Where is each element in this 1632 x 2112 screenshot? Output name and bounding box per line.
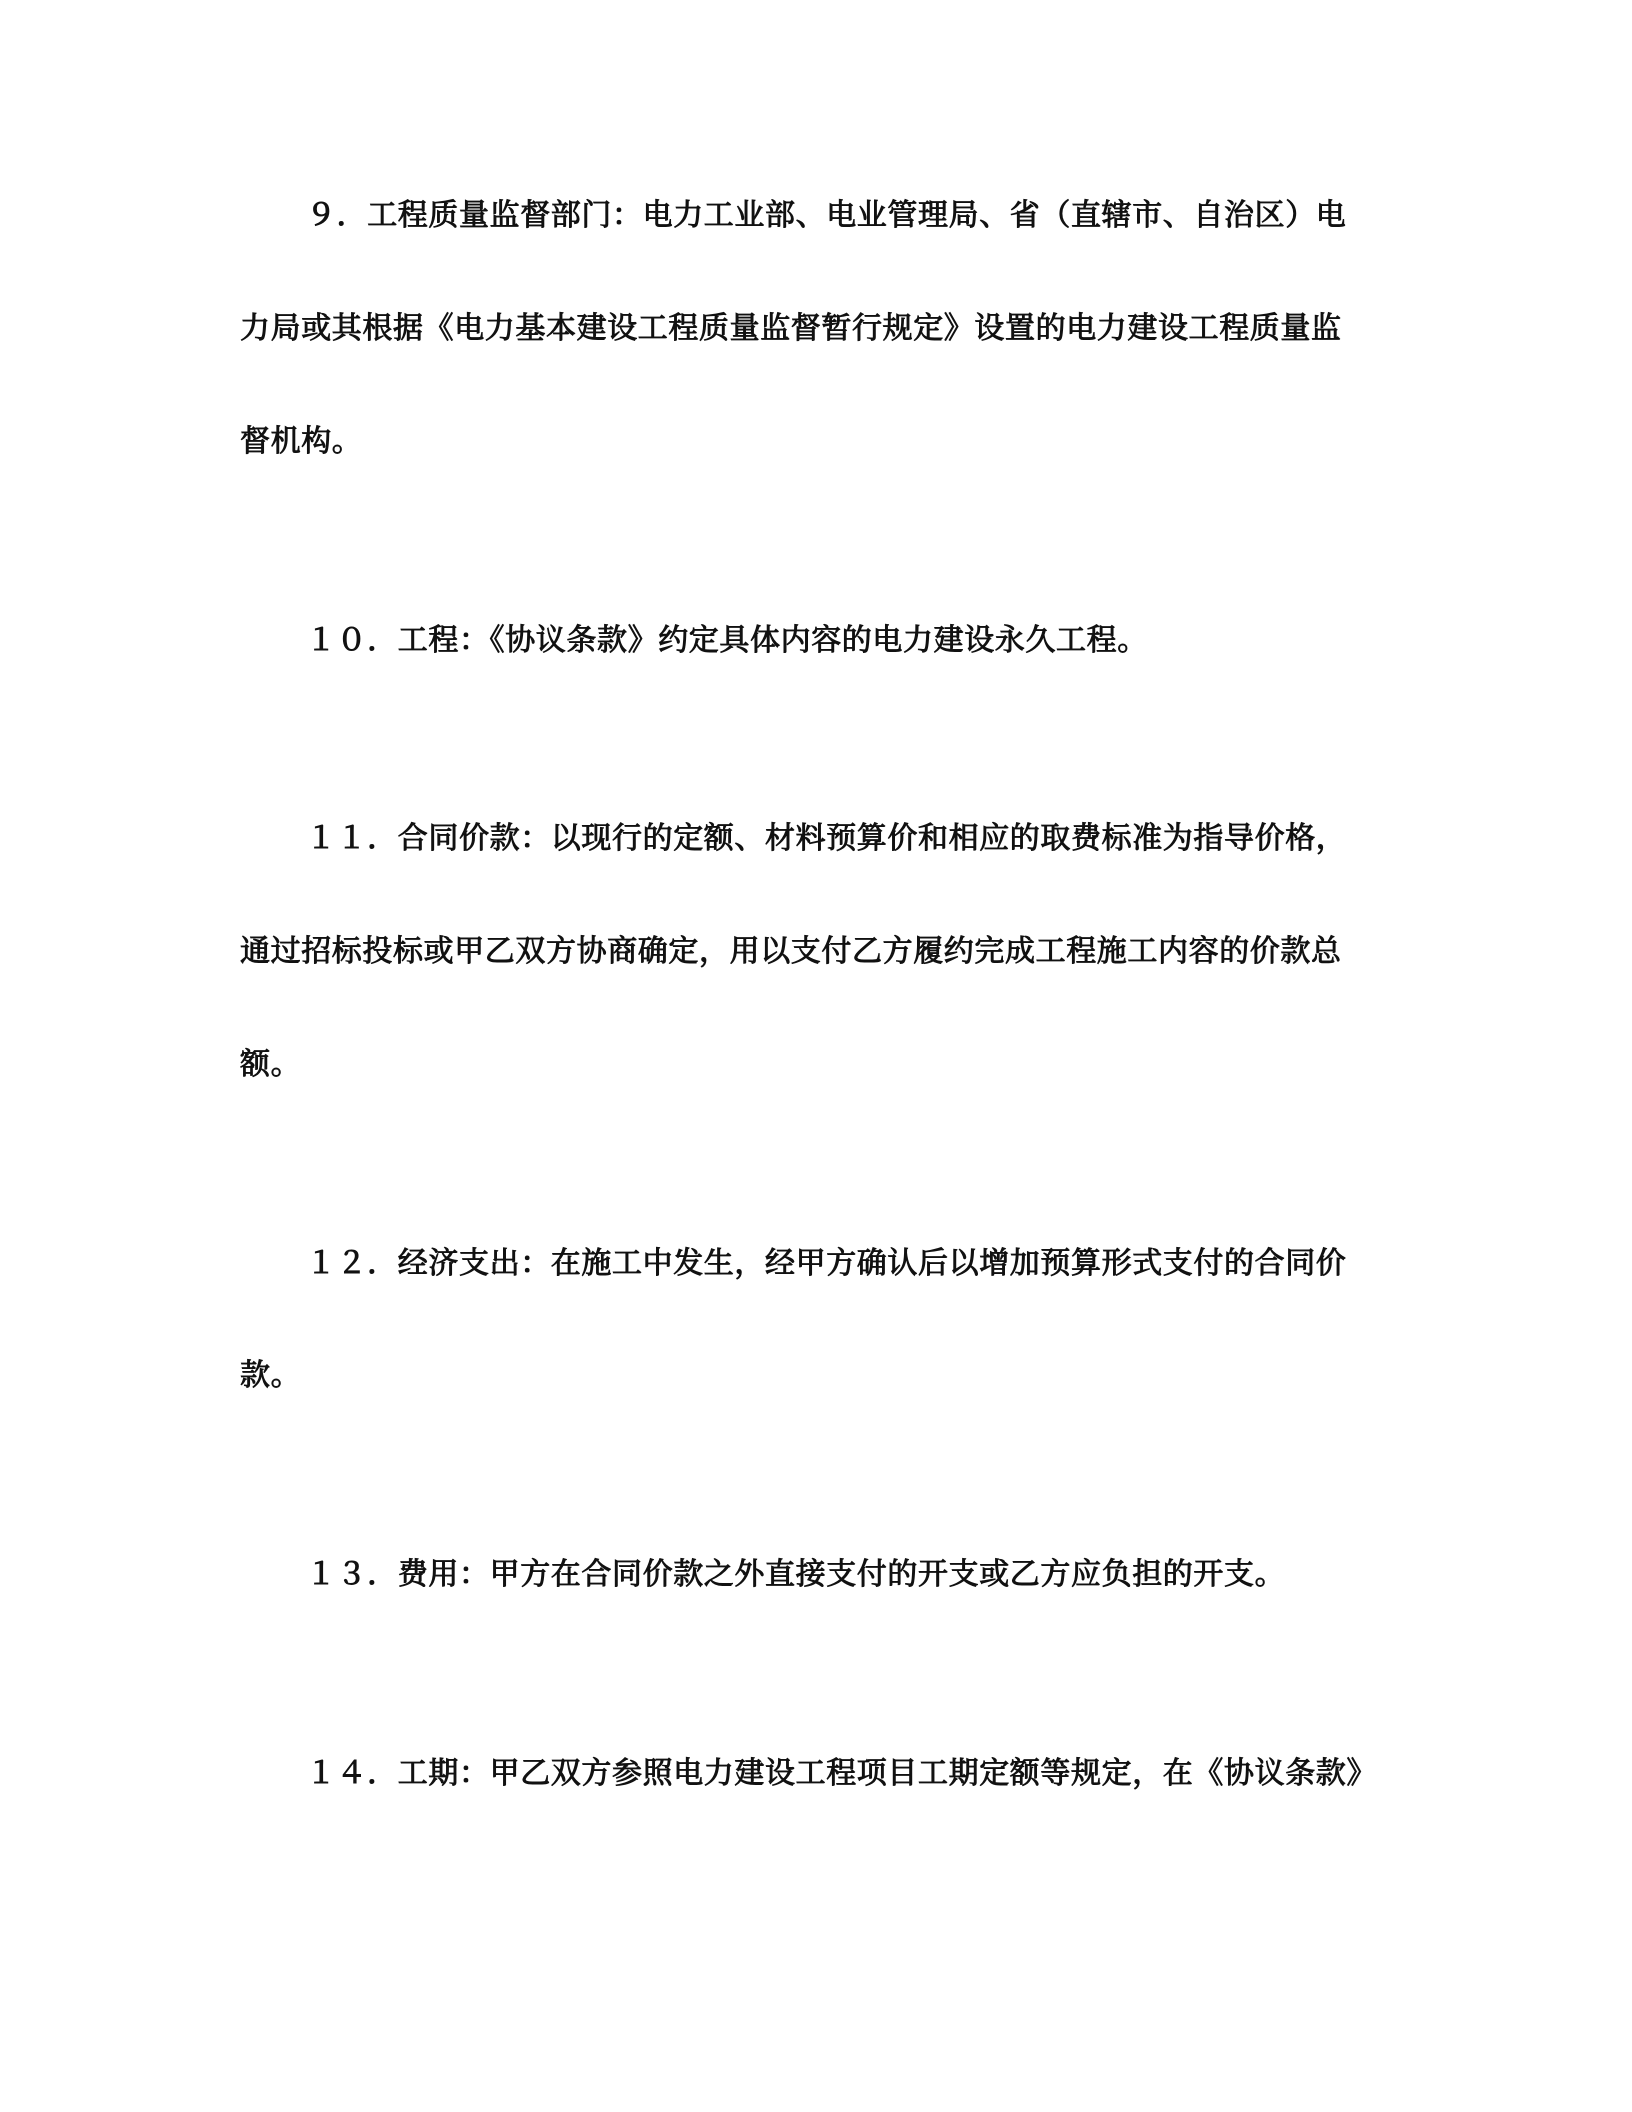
clause-10-line-1: １０．工程：《协议条款》约定具体内容的电力建设永久工程。	[306, 623, 1148, 658]
clause-12-line-2: 款。	[240, 1358, 302, 1393]
clause-9-line-3: 督机构。	[240, 424, 363, 459]
clause-11-line-1: １１．合同价款：以现行的定额、材料预算价和相应的取费标准为指导价格，	[306, 821, 1347, 856]
clause-12-line-1: １２．经济支出：在施工中发生，经甲方确认后以增加预算形式支付的合同价	[306, 1246, 1347, 1281]
clause-9-line-2: 力局或其根据《电力基本建设工程质量监督暂行规定》设置的电力建设工程质量监	[240, 311, 1342, 346]
clause-11-line-2: 通过招标投标或甲乙双方协商确定，用以支付乙方履约完成工程施工内容的价款总	[240, 934, 1342, 969]
clause-9-line-1: ９．工程质量监督部门：电力工业部、电业管理局、省（直辖市、自治区）电	[306, 198, 1347, 233]
clause-13-line-1: １３．费用：甲方在合同价款之外直接支付的开支或乙方应负担的开支。	[306, 1557, 1286, 1592]
clause-14-line-1: １４．工期：甲乙双方参照电力建设工程项目工期定额等规定，在《协议条款》	[306, 1756, 1377, 1791]
clause-11-line-3: 额。	[240, 1047, 302, 1082]
